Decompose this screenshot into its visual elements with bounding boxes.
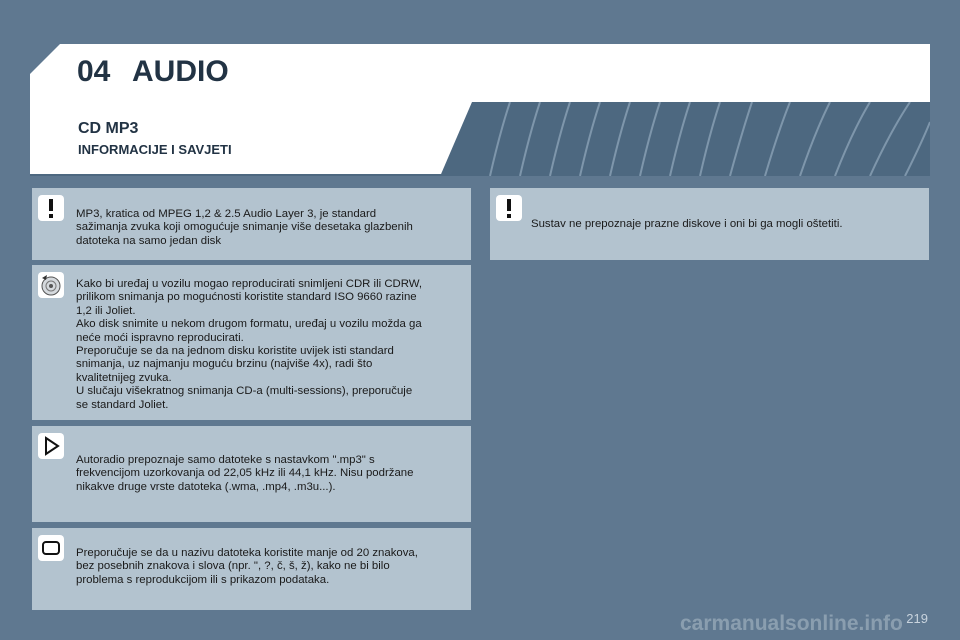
section-subtitle: INFORMACIJE I SAVJETI [78, 142, 232, 157]
warning-exclamation-icon [38, 195, 64, 221]
info-box-text: Autoradio prepoznaje samo datoteke s nastavkom ".mp3" s frekvencijom uzorkovanja od 22,05 kHz ili 44,1 kHz. Nisu podržane nikakve druge vrste datoteka (.wma, .mp4, .m3u...). [76, 454, 414, 493]
info-box-text: MP3, kratica od MPEG 1,2 & 2.5 Audio Layer 3, je standard sažimanja zvuka koji omogućuje snimanje više desetaka glazbenih datoteka na samo jedan disk [76, 208, 413, 247]
play-triangle-icon [38, 433, 64, 459]
info-box-text: Preporučuje se da u nazivu datoteka koristite manje od 20 znakova, bez posebnih znakova i slova (npr. ", ?, č, š, ž), kako ne bi bilo problema s reprodukcijom ili s prikazom podataka. [76, 547, 418, 586]
chapter-title: AUDIO [132, 55, 229, 88]
warning-exclamation-icon [496, 195, 522, 221]
section-heading-panel [30, 102, 472, 174]
info-box-text: Sustav ne prepoznaje prazne diskove i oni bi ga mogli oštetiti. [531, 218, 843, 230]
info-box-text: Kako bi uređaj u vozilu mogao reproducirati snimljeni CDR ili CDRW, prilikom snimanja po mogućnosti koristite standard ISO 9660 razine 1,2 ili Joliet. Ako disk snimite u nekom drugom formatu, uređaj u vozilu možda ga neće moći ispravno reproducirati. Preporučuje se da na jednom disku koristite uvijek isti standard snimanja, uz najmanju moguću brzinu (najviše 4x), radi što kvalitetnijeg zvuka. U slučaju višekratnog snimanja CD-a (multi-sessions), preporučuje se standard Joliet. [76, 278, 423, 411]
page-number: 219 [906, 611, 928, 626]
cd-disc-icon [38, 272, 64, 298]
chapter-number: 04 [77, 55, 111, 88]
section-title: CD MP3 [78, 120, 139, 137]
watermark-text: carmanualsonline.info [680, 612, 903, 635]
info-rectangle-icon [38, 535, 64, 561]
